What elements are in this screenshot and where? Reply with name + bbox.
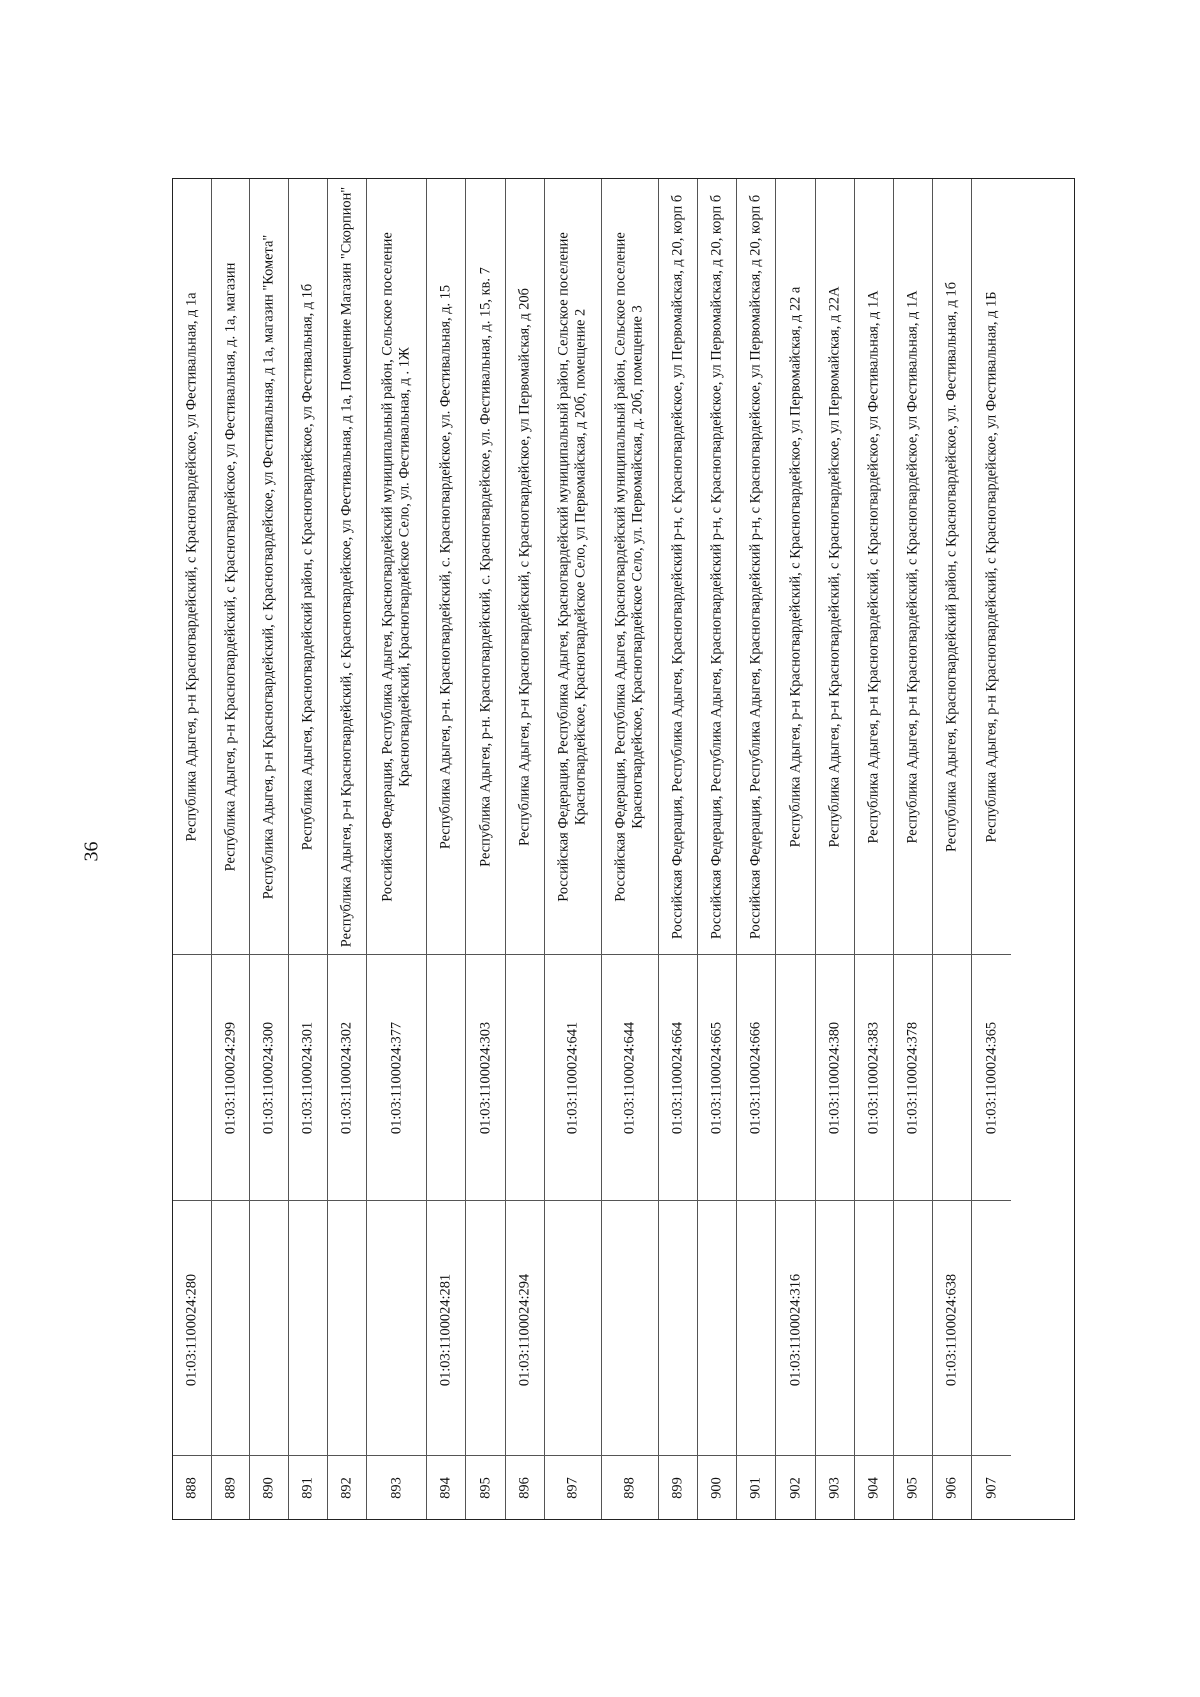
cadastral-number-cell [289, 954, 327, 1201]
address-cell-text: Российская Федерация, Республика Адыгея, Красногвардейский муниципальный район, Сельское поселение Красногвардейский, Красногвардейское Село, ул. Фестивальная, д . 1Ж [379, 231, 413, 902]
address-cell [698, 179, 736, 954]
row-number-cell-text: 902 [786, 1476, 803, 1499]
cadastral-number-cell [972, 954, 1011, 1201]
address-cell-text: Республика Адыгея, Красногвардейский район, с Красногвардейское, ул. Фестивальная, д 1б [943, 281, 960, 852]
row-number-cell [855, 1455, 893, 1519]
address-cell-text: Республика Адыгея, р-н Красногвардейский, с Красногвардейское, ул Фестивальная, д 1А [865, 289, 882, 844]
row-number-cell-text: 895 [476, 1476, 493, 1499]
row-number-cell-text: 907 [982, 1476, 999, 1499]
address-cell [289, 179, 327, 954]
parent-cadastral-number-cell [972, 1200, 1011, 1459]
address-cell [328, 179, 366, 954]
row-number-cell-text: 899 [669, 1476, 686, 1499]
parent-cadastral-number-cell [933, 1200, 971, 1459]
table-row [466, 179, 506, 1519]
row-number-cell [466, 1455, 505, 1519]
table-row [933, 179, 972, 1519]
page-number [77, 836, 107, 866]
address-cell-text: Республика Адыгея, р-н Красногвардейский, с Красногвардейское, ул Фестивальная, д 1а [183, 291, 200, 842]
address-cell-text: Республика Адыгея, р-н Красногвардейский, с Красногвардейское, ул Первомайская, д 22 а [786, 286, 803, 847]
table-row [367, 179, 427, 1519]
table-row [972, 179, 1011, 1519]
address-cell [816, 179, 854, 954]
address-cell [367, 179, 426, 954]
address-cell-text: Республика Адыгея, р-н Красногвардейский, с Красногвардейское, ул Фестивальная, д 1а, Помещение Магазин "Скорпион" [338, 186, 355, 947]
table-row [894, 179, 933, 1519]
table-row [816, 179, 855, 1519]
address-cell [855, 179, 893, 954]
row-number-cell-text: 893 [387, 1476, 404, 1499]
page-number-text: 36 [80, 841, 103, 861]
cadastral-number-cell [427, 954, 465, 1201]
table-row [737, 179, 776, 1519]
row-number-cell-text: 906 [943, 1476, 960, 1499]
cadastral-number-cell [250, 954, 288, 1201]
address-cell-text: Российская Федерация, Республика Адыгея, Красногвардейский р-н, с Красногвардейское, ул Первомайская, д 20, корп б [708, 194, 725, 939]
address-cell-text: Республика Адыгея, р-н Красногвардейский, с Красногвардейское, ул Фестивальная, д 1а, магазин "Комета" [260, 234, 277, 899]
row-number-cell [737, 1455, 775, 1519]
address-cell [602, 179, 658, 954]
row-number-cell-text: 890 [260, 1476, 277, 1499]
address-cell [173, 179, 211, 954]
parent-cadastral-number-cell [816, 1200, 854, 1459]
cadastral-number-cell [737, 954, 775, 1201]
parent-cadastral-number-cell [328, 1200, 366, 1459]
row-number-cell [250, 1455, 288, 1519]
cadastral-number-cell-text: 01:03:1100024:641 [564, 1021, 581, 1135]
row-number-cell [545, 1455, 601, 1519]
parent-cadastral-number-cell [545, 1200, 601, 1459]
table-row [506, 179, 545, 1519]
address-cell-text: Российская Федерация, Республика Адыгея, Красногвардейский р-н, с Красногвардейское, ул Первомайская, д 20, корп б [669, 194, 686, 939]
cadastral-number-cell-text: 01:03:1100024:365 [982, 1021, 999, 1135]
cadastral-number-cell [367, 954, 426, 1201]
address-cell [250, 179, 288, 954]
cadastral-number-cell [212, 954, 249, 1201]
address-cell-text: Республика Адыгея, р-н Красногвардейский, с Красногвардейское, ул Фестивальная, д. 1а, магазин [221, 262, 238, 871]
cadastral-number-cell-text: 01:03:1100024:380 [826, 1021, 843, 1135]
table-row [173, 179, 212, 1519]
table-row [545, 179, 602, 1519]
address-cell [972, 179, 1011, 954]
table-row [602, 179, 659, 1519]
row-number-cell [427, 1455, 465, 1519]
row-number-cell [328, 1455, 366, 1519]
row-number-cell-text: 904 [865, 1476, 882, 1499]
row-number-cell [212, 1455, 249, 1519]
row-number-cell [816, 1455, 854, 1519]
parent-cadastral-number-cell [506, 1200, 544, 1459]
parent-cadastral-number-cell-text: 01:03:1100024:638 [943, 1273, 960, 1387]
cadastral-number-cell-text: 01:03:1100024:301 [299, 1021, 316, 1135]
row-number-cell-text: 888 [183, 1476, 200, 1499]
parent-cadastral-number-cell [427, 1200, 465, 1459]
row-number-cell-text: 889 [221, 1476, 238, 1499]
address-cell-text: Российская Федерация, Республика Адыгея, Красногвардейский муниципальный район, Сельское поселение Красногвардейское, Красногвардейское Село, ул Первомайская, д 20б, помещение 2 [555, 231, 589, 902]
cadastral-number-cell [173, 954, 211, 1201]
parent-cadastral-number-cell-text: 01:03:1100024:281 [437, 1273, 454, 1387]
row-number-cell [659, 1455, 697, 1519]
cadastral-number-cell [816, 954, 854, 1201]
cadastral-number-cell-text: 01:03:1100024:383 [865, 1021, 882, 1135]
cadastral-number-cell-text: 01:03:1100024:378 [904, 1021, 921, 1135]
address-cell [894, 179, 932, 954]
row-number-cell-text: 905 [904, 1476, 921, 1499]
cadastral-number-cell [328, 954, 366, 1201]
address-cell-text: Российская Федерация, Республика Адыгея, Красногвардейский р-н, с Красногвардейское, ул Первомайская, д 20, корп б [747, 194, 764, 939]
cadastral-number-cell-text: 01:03:1100024:303 [476, 1021, 493, 1135]
row-number-cell-text: 898 [621, 1476, 638, 1499]
address-cell [466, 179, 505, 954]
address-cell-text: Республика Адыгея, р-н. Красногвардейский, с. Красногвардейское, ул. Фестивальная, д. 15, кв. 7 [476, 266, 493, 867]
row-number-cell-text: 901 [747, 1476, 764, 1499]
table-row [250, 179, 289, 1519]
cadastral-number-cell-text: 01:03:1100024:664 [669, 1021, 686, 1135]
row-number-cell-text: 903 [826, 1476, 843, 1499]
parent-cadastral-number-cell [367, 1200, 426, 1459]
table-row [776, 179, 816, 1519]
parent-cadastral-number-cell [602, 1200, 658, 1459]
parent-cadastral-number-cell [894, 1200, 932, 1459]
row-number-cell [933, 1455, 971, 1519]
row-number-cell-text: 900 [708, 1476, 725, 1499]
cadastral-number-cell-text: 01:03:1100024:665 [708, 1021, 725, 1135]
address-cell-text: Республика Адыгея, р-н Красногвардейский, с Красногвардейское, ул Первомайская, д 20б [516, 287, 533, 846]
table-row [212, 179, 250, 1519]
cadastral-number-cell-text: 01:03:1100024:300 [260, 1021, 277, 1135]
table-row [427, 179, 466, 1519]
address-cell [545, 179, 601, 954]
address-cell [427, 179, 465, 954]
address-cell-text: Республика Адыгея, р-н Красногвардейский, с Красногвардейское, ул Первомайская, д 22А [826, 285, 843, 848]
parent-cadastral-number-cell [250, 1200, 288, 1459]
row-number-cell [289, 1455, 327, 1519]
row-number-cell-text: 897 [564, 1476, 581, 1499]
parent-cadastral-number-cell [659, 1200, 697, 1459]
address-cell-text: Республика Адыгея, р-н. Красногвардейский, с. Красногвардейское, ул. Фестивальная, д. 15 [437, 284, 454, 849]
row-number-cell-text: 891 [299, 1476, 316, 1499]
address-cell-text: Российская Федерация, Республика Адыгея, Красногвардейский муниципальный район, Сельское поселение Красногвардейское, Красногвардейское Село, ул. Первомайская, д. 20б, помещение 3 [612, 231, 646, 902]
cadastral-number-cell-text: 01:03:1100024:644 [621, 1021, 638, 1135]
cadastral-number-cell [894, 954, 932, 1201]
cadastral-number-cell [855, 954, 893, 1201]
cadastral-number-cell-text: 01:03:1100024:666 [747, 1021, 764, 1135]
address-cell [659, 179, 697, 954]
cadastral-number-cell [776, 954, 815, 1201]
row-number-cell [894, 1455, 932, 1519]
cadastral-number-cell [602, 954, 658, 1201]
address-cell-text: Республика Адыгея, р-н Красногвардейский, с Красногвардейское, ул Фестивальная, д 1А [904, 289, 921, 844]
parent-cadastral-number-cell [212, 1200, 249, 1459]
row-number-cell [698, 1455, 736, 1519]
row-number-cell [776, 1455, 815, 1519]
parent-cadastral-number-cell [737, 1200, 775, 1459]
address-cell [933, 179, 971, 954]
row-number-cell [173, 1455, 211, 1519]
parent-cadastral-number-cell [776, 1200, 815, 1459]
address-cell-text: Республика Адыгея, Красногвардейский район, с Красногвардейское, ул Фестивальная, д 1б [299, 283, 316, 850]
table-row [659, 179, 698, 1519]
row-number-cell [367, 1455, 426, 1519]
address-cell [212, 179, 249, 954]
cadastral-number-cell [545, 954, 601, 1201]
address-cell [737, 179, 775, 954]
parent-cadastral-number-cell [173, 1200, 211, 1459]
cadastral-number-cell [506, 954, 544, 1201]
row-number-cell [506, 1455, 544, 1519]
parent-cadastral-number-cell [855, 1200, 893, 1459]
table-row [328, 179, 367, 1519]
cadastral-number-cell [698, 954, 736, 1201]
cadastral-number-cell-text: 01:03:1100024:377 [387, 1021, 404, 1135]
row-number-cell-text: 894 [437, 1476, 454, 1499]
parent-cadastral-number-cell [289, 1200, 327, 1459]
row-number-cell-text: 892 [338, 1476, 355, 1499]
parent-cadastral-number-cell-text: 01:03:1100024:280 [183, 1273, 200, 1387]
cadastral-number-cell-text: 01:03:1100024:299 [221, 1021, 238, 1135]
parent-cadastral-number-cell [466, 1200, 505, 1459]
table-row [855, 179, 894, 1519]
cadastral-number-cell-text: 01:03:1100024:302 [338, 1021, 355, 1135]
table-row [289, 179, 328, 1519]
address-cell [506, 179, 544, 954]
address-cell-text: Республика Адыгея, р-н Красногвардейский, с Красногвардейское, ул Фестивальная, д 1Б [982, 291, 999, 842]
parent-cadastral-number-cell-text: 01:03:1100024:294 [516, 1273, 533, 1387]
cadastral-number-cell [659, 954, 697, 1201]
registry-table [172, 178, 1075, 1520]
row-number-cell [602, 1455, 658, 1519]
cadastral-number-cell [466, 954, 505, 1201]
row-number-cell [972, 1455, 1011, 1519]
row-number-cell-text: 896 [516, 1476, 533, 1499]
cadastral-number-cell [933, 954, 971, 1201]
address-cell [776, 179, 815, 954]
table-row [698, 179, 737, 1519]
parent-cadastral-number-cell-text: 01:03:1100024:316 [786, 1273, 803, 1387]
parent-cadastral-number-cell [698, 1200, 736, 1459]
